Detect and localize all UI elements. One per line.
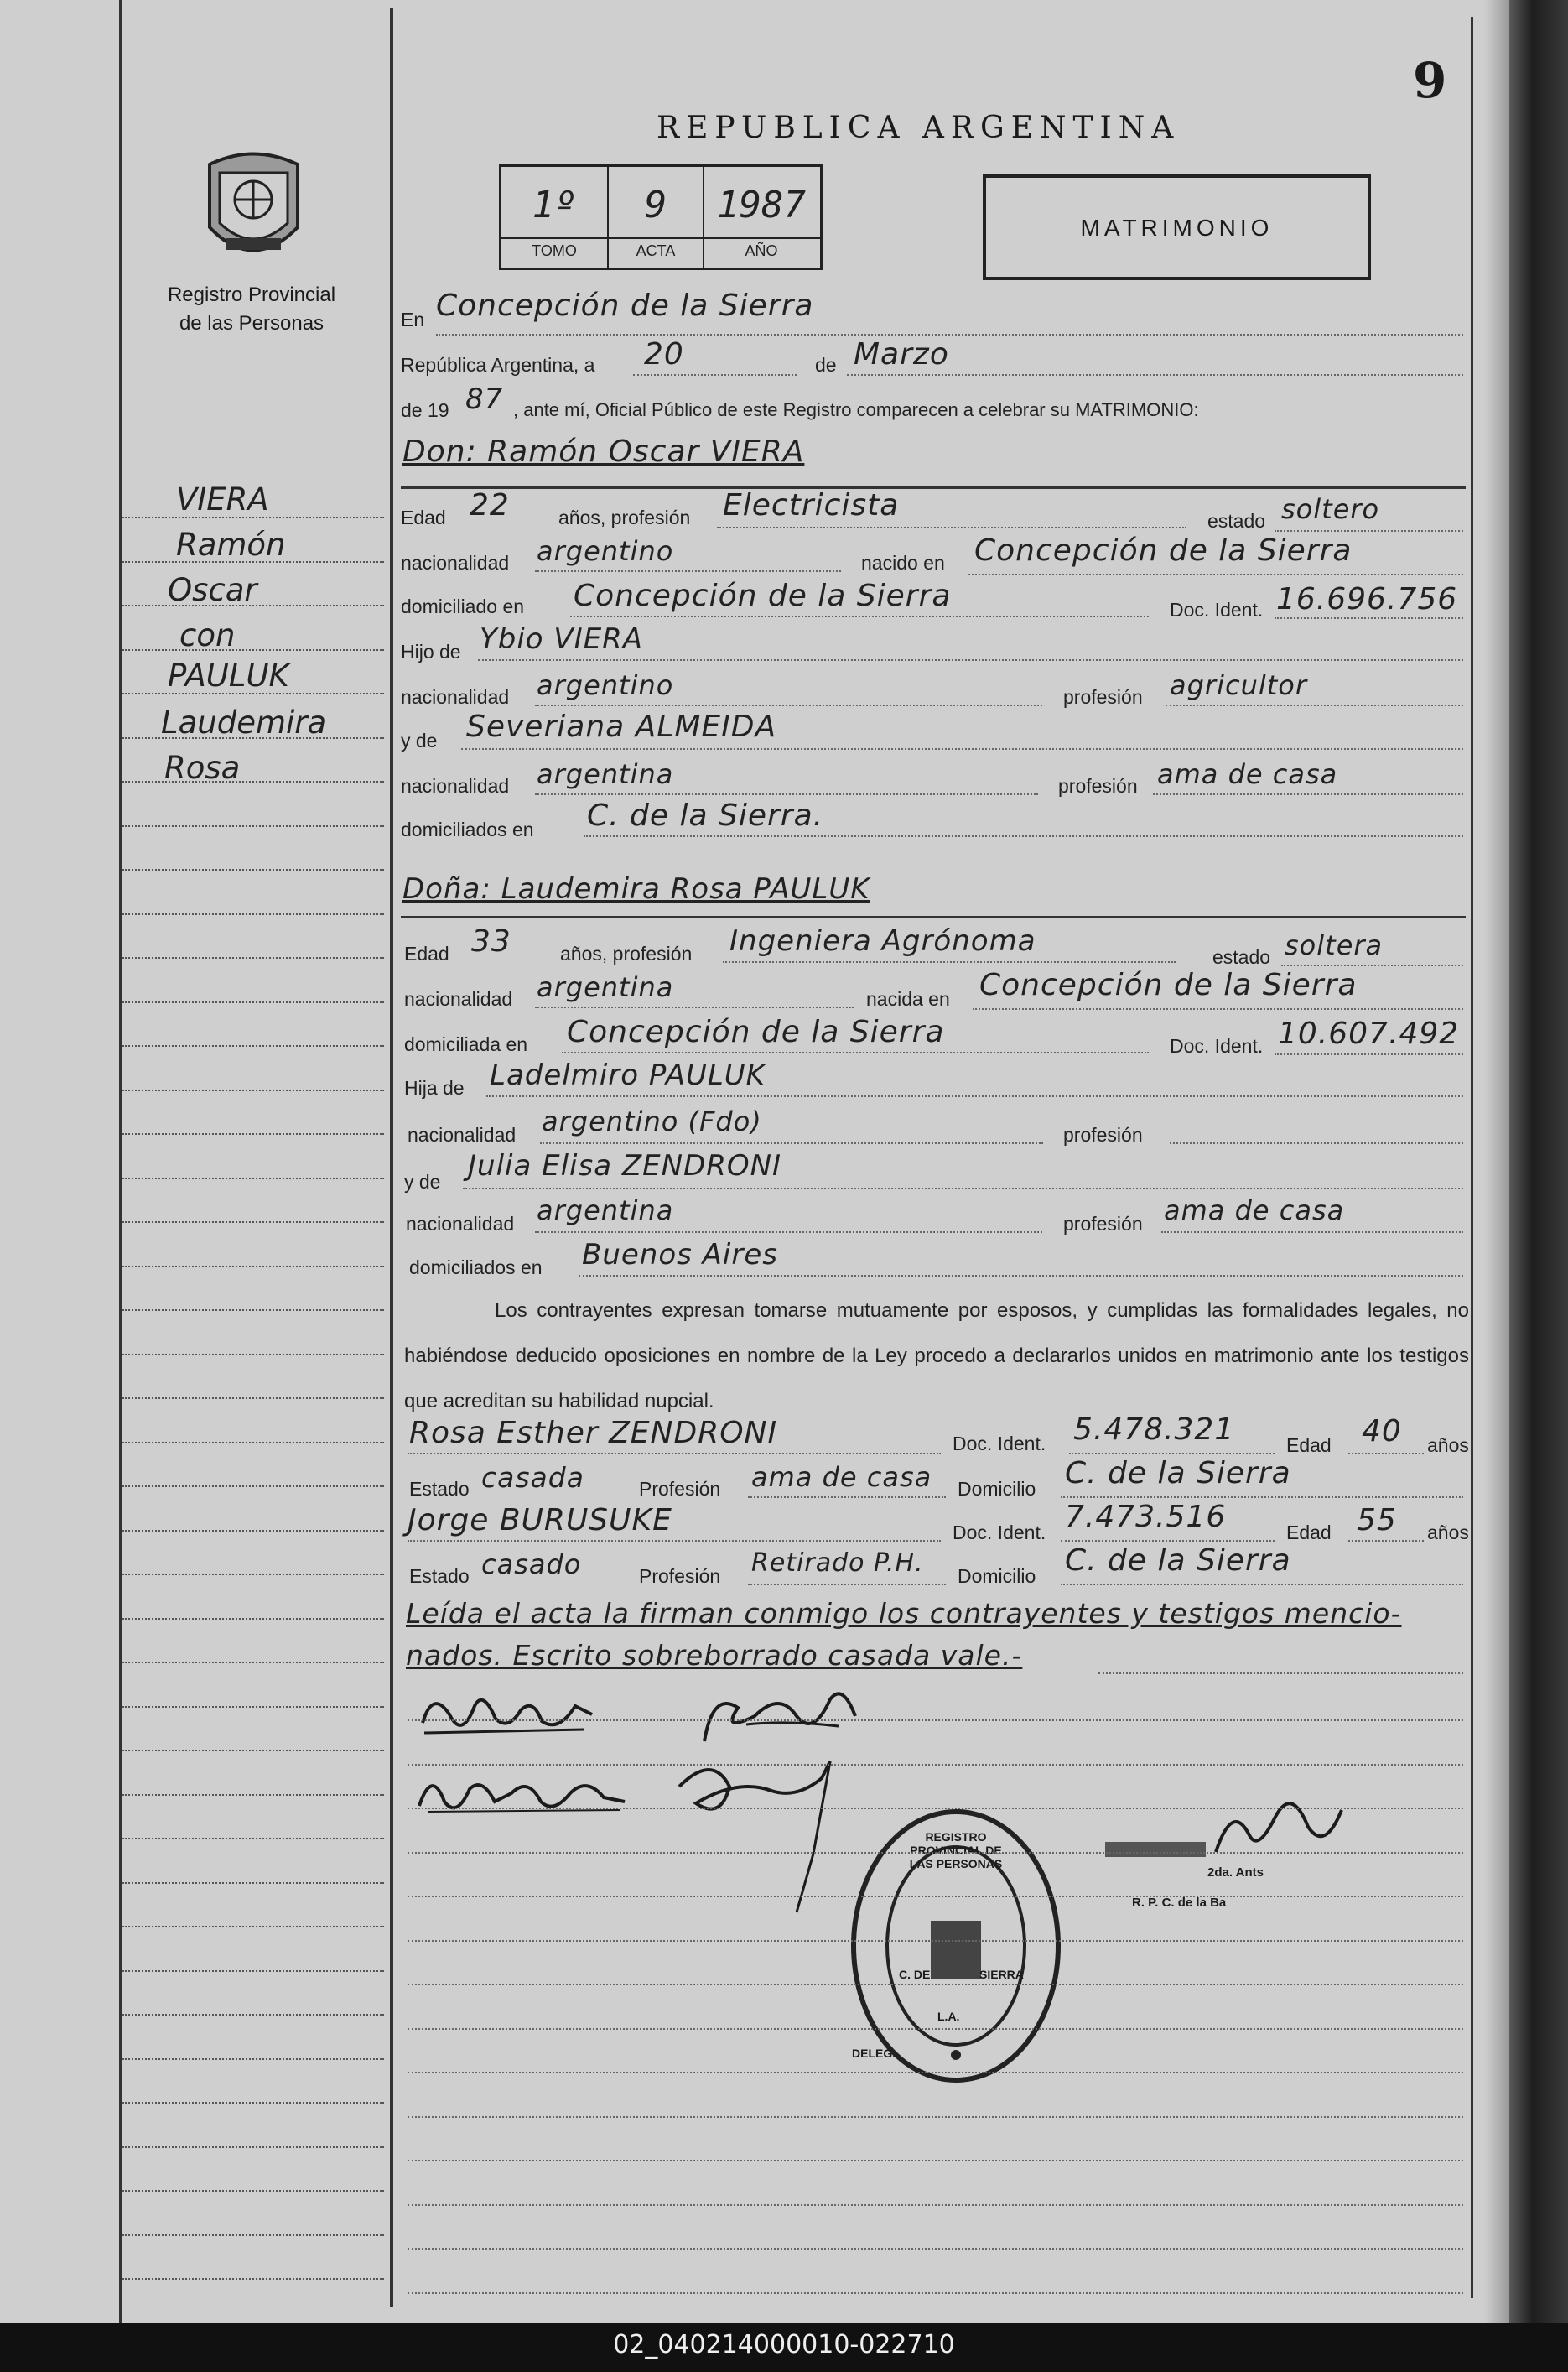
groom-domicile: Concepción de la Sierra — [574, 579, 952, 613]
groom-dom-label: domiciliado en — [401, 596, 525, 617]
tomo-label: TOMO — [532, 242, 577, 259]
witness2-name-line — [408, 1540, 941, 1542]
groom-profession: Electricista — [723, 488, 900, 523]
bride-age: 33 — [471, 924, 511, 959]
bride-edad-label: Edad — [404, 943, 449, 965]
bride-mother-label: y de — [404, 1171, 441, 1193]
witness2-edad-label: Edad — [1286, 1522, 1332, 1543]
groom-doc: 16.696.756 — [1276, 582, 1458, 616]
groom-father: Ybio VIERA — [480, 622, 644, 656]
witness1-profesion-label: Profesión — [639, 1478, 721, 1500]
groom-heading-line — [401, 486, 1466, 489]
ruled-line — [408, 2116, 1463, 2118]
witness2-age-line — [1348, 1540, 1424, 1542]
groom-parents-dom: C. de la Sierra. — [587, 798, 824, 833]
margin-ruled-line — [122, 649, 384, 651]
groom-father-prof: agricultor — [1170, 669, 1308, 701]
bride-doc-label: Doc. Ident. — [1170, 1035, 1264, 1057]
bride-estado-label: estado — [1212, 946, 1271, 968]
bride-father-prof-line — [1170, 1142, 1463, 1144]
witness1-name: Rosa Esther ZENDRONI — [409, 1416, 778, 1450]
tomo-value: 1º — [532, 184, 577, 226]
groom-nationality: argentino — [537, 535, 674, 567]
place-line — [436, 334, 1463, 336]
margin-conjunction: con — [179, 617, 236, 653]
margin-ruled-line — [122, 2014, 384, 2016]
margin-ruled-line — [122, 1794, 384, 1796]
margin-ruled-line — [122, 1838, 384, 1839]
bride-father-prof-label: profesión — [1063, 1124, 1143, 1146]
book-spine — [1509, 0, 1568, 2323]
witness2-domicilio-label: Domicilio — [958, 1565, 1036, 1587]
margin-name-groom-1: Ramón — [176, 527, 286, 563]
margin-ruled-line — [122, 913, 384, 915]
registry-name-line2: de las Personas — [179, 312, 325, 335]
witness1-name-line — [408, 1453, 941, 1454]
bride-nacida-label: nacida en — [866, 988, 950, 1010]
groom-doc-label: Doc. Ident. — [1170, 599, 1264, 621]
margin-ruled-line — [122, 781, 384, 783]
column-divider — [390, 8, 393, 2307]
bride-domicile: Concepción de la Sierra — [567, 1015, 945, 1049]
closing-line-2-rule — [1098, 1672, 1463, 1674]
ruled-line — [408, 1984, 1463, 1985]
bride-heading: Doña: Laudemira Rosa PAULUK — [402, 872, 870, 906]
margin-ruled-line — [122, 1750, 384, 1751]
ruled-line — [408, 1852, 1463, 1854]
ruled-line — [408, 1808, 1463, 1809]
stamp-ring-text: REGISTRO PROVINCIAL DE LAS PERSONAS — [909, 1830, 1003, 1870]
country-title: REPUBLICA ARGENTINA — [657, 111, 1181, 145]
groom-estado: soltero — [1281, 493, 1380, 525]
margin-ruled-line — [122, 1574, 384, 1575]
ante-text: , ante mí, Oficial Público de este Registro comparecen a celebrar su MATRIMONIO: — [513, 399, 1199, 420]
bride-dom-label: domiciliada en — [404, 1033, 528, 1055]
bride-parents-dom-line — [579, 1275, 1463, 1277]
witness1-edad-label: Edad — [1286, 1434, 1332, 1456]
margin-ruled-line — [122, 2146, 384, 2148]
groom-domicile-line — [570, 616, 1149, 617]
margin-ruled-line — [122, 1618, 384, 1620]
signature-witness-1 — [411, 1760, 637, 1837]
groom-mother-prof-label: profesión — [1058, 775, 1138, 797]
margin-ruled-line — [122, 1001, 384, 1003]
witness1-doc: 5.478.321 — [1073, 1412, 1235, 1447]
margin-ruled-line — [122, 2278, 384, 2280]
province-seal-icon — [201, 148, 306, 265]
record-type-box — [983, 174, 1371, 280]
bride-father-line — [486, 1095, 1463, 1097]
bride-father-label: Hija de — [404, 1077, 465, 1099]
bride-father-nat-label: nacionalidad — [408, 1124, 517, 1146]
margin-ruled-line — [122, 1530, 384, 1532]
witness2-domicile-line — [1061, 1584, 1463, 1585]
bride-father-nat-line — [540, 1142, 1043, 1144]
de-label: de — [815, 354, 837, 376]
declaration-text: Los contrayentes expresan tomarse mutuamente por esposos, y cumplidas las formalidades legales, no habiéndose deducido oposiciones en nombre de la Ley procedo a declararlos unidos en matrimonio ante los testigos que acreditan su habilidad nupcial. — [404, 1299, 1469, 1412]
groom-born: Concepción de la Sierra — [974, 533, 1353, 568]
groom-mother-line — [461, 748, 1463, 750]
groom-father-nat-line — [535, 705, 1042, 706]
day-value: 20 — [644, 337, 684, 372]
bride-profession-line — [723, 961, 1176, 963]
ruled-line — [408, 1896, 1463, 1897]
bride-father: Ladelmiro PAULUK — [490, 1059, 766, 1092]
republica-label: República Argentina, a — [401, 354, 595, 376]
groom-nacido-label: nacido en — [861, 552, 945, 574]
groom-father-line — [478, 659, 1463, 661]
bride-mother-nat: argentina — [537, 1194, 674, 1226]
year-suffix: 87 — [465, 382, 504, 416]
bride-profesion-label: años, profesión — [560, 943, 693, 965]
margin-ruled-line — [122, 825, 384, 827]
groom-mother-nat-label: nacionalidad — [401, 775, 510, 797]
margin-ruled-line — [122, 1485, 384, 1487]
groom-parents-dom-label: domiciliados en — [401, 819, 534, 840]
margin-ruled-line — [122, 1309, 384, 1311]
witness1-domicile: C. de la Sierra — [1065, 1456, 1291, 1490]
bride-mother-line — [463, 1188, 1463, 1189]
ruled-line — [408, 2292, 1463, 2294]
groom-mother-prof-line — [1153, 793, 1463, 795]
bride-parents-dom: Buenos Aires — [582, 1238, 778, 1272]
witness1-estado: casada — [481, 1461, 584, 1494]
right-border — [1471, 17, 1473, 2298]
bride-nat-label: nacionalidad — [404, 988, 513, 1010]
margin-ruled-line — [122, 1926, 384, 1927]
margin-ruled-line — [122, 2102, 384, 2104]
month-value: Marzo — [854, 337, 949, 372]
margin-ruled-line — [122, 1397, 384, 1399]
groom-mother-prof: ama de casa — [1157, 758, 1338, 790]
witness1-estado-label: Estado — [409, 1478, 470, 1500]
groom-profession-line — [717, 527, 1186, 528]
officer-stamp-line1: 2da. Ants — [1207, 1865, 1264, 1880]
stamp-inner-right: SIERRA — [979, 1968, 1024, 1981]
witness2-doc-line — [1061, 1540, 1275, 1542]
groom-nat-label: nacionalidad — [401, 552, 510, 574]
groom-father-label: Hijo de — [401, 641, 461, 663]
groom-father-prof-label: profesión — [1063, 686, 1143, 708]
officer-stamp-line2: R. P. C. de la Ba — [1132, 1896, 1227, 1910]
groom-age: 22 — [470, 488, 510, 523]
day-line — [633, 374, 797, 376]
margin-ruled-line — [122, 2234, 384, 2236]
record-number-box — [499, 164, 823, 270]
margin-name-groom-2: Oscar — [168, 572, 257, 608]
margin-name-bride-2: Rosa — [164, 750, 241, 786]
margin-ruled-line — [122, 1970, 384, 1972]
groom-heading: Don: Ramón Oscar VIERA — [402, 434, 805, 469]
witness1-anos-label: años — [1427, 1434, 1469, 1456]
witness2-doc: 7.473.516 — [1065, 1500, 1227, 1534]
registry-stamp-seal — [847, 1803, 1065, 2089]
record-type-label: MATRIMONIO — [1080, 215, 1274, 241]
ruled-line — [408, 2028, 1463, 2030]
groom-mother-nat-line — [535, 793, 1038, 795]
groom-doc-line — [1275, 617, 1463, 619]
groom-father-nat-label: nacionalidad — [401, 686, 510, 708]
bride-estado-line — [1281, 965, 1463, 966]
en-label: En — [401, 309, 425, 330]
ruled-line — [408, 2072, 1463, 2073]
bride-doc-line — [1275, 1053, 1463, 1055]
margin-surname-groom: VIERA — [176, 481, 269, 518]
witness1-doc-line — [1069, 1453, 1275, 1454]
margin-ruled-line — [122, 1266, 384, 1267]
groom-born-line — [968, 574, 1463, 575]
bride-mother-prof-label: profesión — [1063, 1213, 1143, 1235]
groom-father-nat: argentino — [537, 669, 674, 701]
bride-born-line — [973, 1008, 1463, 1010]
groom-edad-label: Edad — [401, 507, 446, 528]
margin-name-bride-1: Laudemira — [161, 705, 327, 741]
witness1-doc-label: Doc. Ident. — [953, 1433, 1046, 1454]
witness2-profession: Retirado P.H. — [751, 1548, 924, 1578]
acta-value: 9 — [644, 184, 667, 226]
margin-ruled-line — [122, 1133, 384, 1135]
margin-ruled-line — [122, 1354, 384, 1355]
ruled-line — [408, 1719, 1463, 1721]
bride-mother-nat-line — [535, 1231, 1042, 1233]
page-number: 9 — [1413, 52, 1447, 109]
witness2-name: Jorge BURUSUKE — [408, 1503, 672, 1537]
witness2-profesion-label: Profesión — [639, 1565, 721, 1587]
groom-parents-dom-line — [584, 835, 1463, 837]
margin-ruled-line — [122, 1045, 384, 1047]
groom-estado-line — [1275, 530, 1463, 532]
witness2-estado-label: Estado — [409, 1565, 470, 1587]
margin-ruled-line — [122, 957, 384, 959]
stamp-inner-bottom: L.A. — [937, 2010, 960, 2023]
bride-nat-line — [535, 1007, 854, 1008]
bride-estado: soltera — [1285, 929, 1384, 961]
bride-parents-dom-label: domiciliados en — [409, 1256, 543, 1278]
witness1-profession-line — [748, 1496, 946, 1498]
groom-estado-label: estado — [1207, 510, 1266, 532]
margin-ruled-line — [122, 1882, 384, 1884]
ruled-line — [408, 2160, 1463, 2161]
margin-ruled-line — [122, 869, 384, 871]
witness1-domicilio-label: Domicilio — [958, 1478, 1036, 1500]
bride-mother-nat-label: nacionalidad — [406, 1213, 515, 1235]
ruled-line — [408, 1764, 1463, 1766]
margin-ruled-line — [122, 1221, 384, 1223]
ano-value: 1987 — [717, 184, 806, 226]
month-line — [847, 374, 1463, 376]
bride-doc: 10.607.492 — [1278, 1017, 1460, 1051]
bride-mother-prof: ama de casa — [1164, 1194, 1345, 1226]
witness1-age: 40 — [1362, 1414, 1402, 1449]
stamp-inner-left: C. DE — [899, 1968, 931, 1981]
acta-label: ACTA — [636, 242, 676, 259]
witness2-doc-label: Doc. Ident. — [953, 1522, 1046, 1543]
page-edge — [1484, 0, 1509, 2323]
bride-heading-line — [401, 916, 1466, 918]
bride-domicile-line — [562, 1052, 1149, 1053]
witness1-domicile-line — [1061, 1496, 1463, 1498]
witness2-profession-line — [748, 1584, 946, 1585]
officer-stamp-bar — [1105, 1842, 1206, 1857]
bride-father-nat: argentino (Fdo) — [542, 1105, 762, 1137]
bride-born: Concepción de la Sierra — [979, 968, 1358, 1002]
witness2-age: 55 — [1357, 1503, 1397, 1537]
witness2-anos-label: años — [1427, 1522, 1469, 1543]
margin-surname-bride: PAULUK — [168, 658, 289, 694]
groom-father-prof-line — [1166, 705, 1463, 706]
bride-mother-prof-line — [1161, 1231, 1463, 1233]
year-prefix: de 19 — [401, 399, 449, 421]
groom-profesion-label: años, profesión — [558, 507, 691, 528]
closing-line-1: Leída el acta la firman conmigo los contrayentes y testigos mencio- — [406, 1597, 1402, 1630]
margin-ruled-line — [122, 1442, 384, 1443]
groom-mother-label: y de — [401, 730, 438, 752]
witness1-age-line — [1348, 1453, 1424, 1454]
registry-name-line1: Registro Provincial — [167, 283, 336, 306]
stamp-outer-left: DELEG. — [852, 2047, 896, 2060]
witness2-estado: casado — [481, 1548, 582, 1580]
closing-line-2: nados. Escrito sobreborrado casada vale.- — [406, 1639, 1023, 1672]
bride-nationality: argentina — [537, 971, 674, 1003]
witness1-profession: ama de casa — [751, 1461, 932, 1493]
place-value: Concepción de la Sierra — [436, 289, 814, 323]
margin-ruled-line — [122, 1706, 384, 1708]
margin-ruled-line — [122, 2058, 384, 2060]
bride-mother: Julia Elisa ZENDRONI — [468, 1149, 782, 1183]
margin-ruled-line — [122, 1090, 384, 1091]
witness2-domicile: C. de la Sierra — [1065, 1543, 1291, 1578]
groom-mother: Severiana ALMEIDA — [466, 710, 777, 744]
margin-ruled-line — [122, 1662, 384, 1663]
footer-id: 02_040214000010-022710 — [613, 2330, 955, 2359]
margin-ruled-line — [122, 2190, 384, 2192]
ruled-line — [408, 2204, 1463, 2206]
groom-mother-nat: argentina — [537, 758, 674, 790]
margin-left-rule — [119, 0, 122, 2323]
groom-nat-line — [535, 570, 841, 572]
margin-ruled-line — [122, 1178, 384, 1179]
ano-label: AÑO — [745, 242, 778, 259]
bride-profession: Ingeniera Agrónoma — [729, 924, 1036, 958]
ruled-line — [408, 1940, 1463, 1942]
ruled-line — [408, 2248, 1463, 2250]
